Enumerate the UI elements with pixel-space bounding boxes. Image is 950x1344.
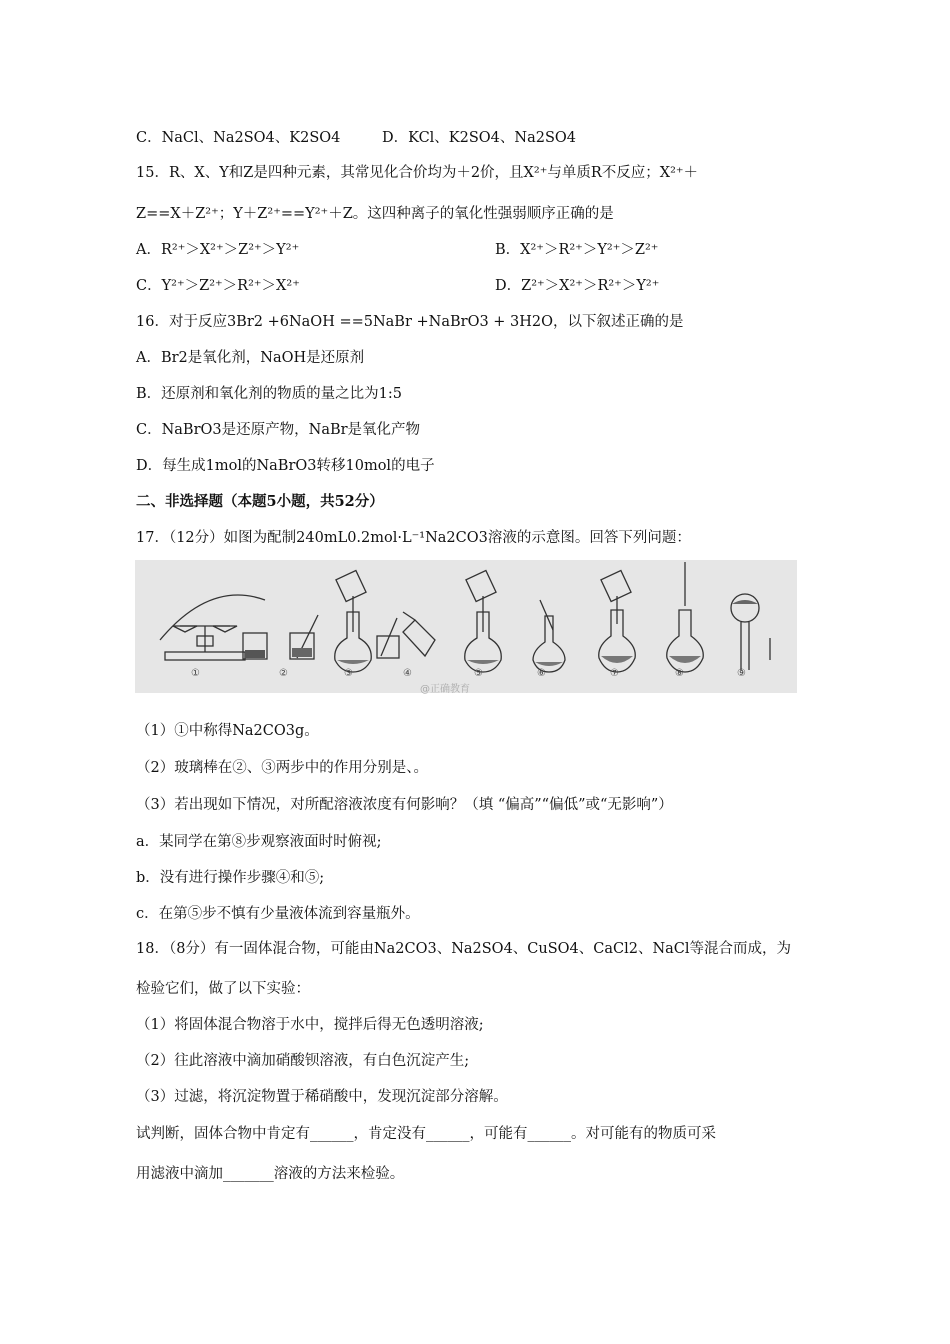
- q16-option-b: B．还原剂和氧化剂的物质的量之比为1:5: [136, 386, 402, 402]
- q18-step3: （3）过滤，将沉淀物置于稀硝酸中，发现沉淀部分溶解。: [136, 1089, 508, 1105]
- q17-part3: （3）若出现如下情况，对所配溶液浓度有何影响？（填 “偏高”“偏低”或“无影响”）: [136, 797, 673, 813]
- q17-part3b: b．没有进行操作步骤④和⑤;: [136, 870, 325, 886]
- q17-stem: 17．（12分）如图为配制240mL0.2mol·L⁻¹Na2CO3溶液的示意图。回答下列问题：: [136, 530, 691, 546]
- q14-option-c: C．NaCl、Na2SO4、K2SO4: [136, 130, 341, 146]
- solution-preparation-figure: [135, 560, 797, 693]
- q17-part3a: a．某同学在第⑧步观察液面时时俯视;: [136, 834, 382, 850]
- section-title: 二、非选择题（本题5小题，共52分）: [136, 493, 384, 510]
- q16-option-d: D．每生成1mol的NaBrO3转移10mol的电子: [136, 458, 435, 474]
- step-label-4: ④: [403, 668, 412, 679]
- transfer-flask-2-icon: [465, 570, 502, 672]
- transfer-flask-icon: [335, 570, 372, 672]
- q18-stem-line1: 18．（8分）有一固体混合物，可能由Na2CO3、Na2SO4、CuSO4、CaCl2、NaCl等混合而成，为: [136, 941, 792, 957]
- inverted-flask-icon: [731, 594, 770, 670]
- q18-conclusion-line2: 用滤液中滴加_______溶液的方法来检验。: [136, 1166, 405, 1182]
- q15-stem-line1: 15．R、X、Y和Z是四种元素，其常见化合价均为＋2价，且X²⁺与单质R不反应；X²⁺＋: [136, 165, 699, 181]
- flask-pour-icon: [599, 570, 636, 672]
- step-label-1: ①: [191, 668, 200, 679]
- q18-step2: （2）往此溶液中滴加硝酸钡溶液，有白色沉淀产生;: [136, 1053, 470, 1069]
- q18-conclusion-line1: 试判断，固体合物中肯定有______，肯定没有______，可能有______。对可能有的物质可采: [136, 1126, 716, 1142]
- q15-option-c: C．Y²⁺＞Z²⁺＞R²⁺＞X²⁺: [136, 278, 300, 294]
- step-label-7: ⑦: [610, 668, 619, 679]
- q18-step1: （1）将固体混合物溶于水中，搅拌后得无色透明溶液;: [136, 1017, 484, 1033]
- q17-part1: （1）①中称得Na2CO3g。: [136, 723, 319, 739]
- q15-stem-line2: Z==X＋Z²⁺；Y＋Z²⁺==Y²⁺＋Z。这四种离子的氧化性强弱顺序正确的是: [136, 206, 614, 222]
- figure-watermark: @正确教育: [420, 684, 470, 695]
- wash-bottle-icon: [377, 612, 435, 658]
- step-label-8: ⑧: [675, 668, 684, 679]
- beaker-stirring-icon: [290, 615, 318, 659]
- q14-option-d: D．KCl、K2SO4、Na2SO4: [382, 130, 577, 146]
- q16-option-a: A．Br2是氧化剂，NaOH是还原剂: [136, 350, 365, 366]
- q15-option-a: A．R²⁺＞X²⁺＞Z²⁺＞Y²⁺: [136, 242, 300, 258]
- q18-stem-line2: 检验它们，做了以下实验：: [136, 981, 310, 997]
- step-label-2: ②: [279, 668, 288, 679]
- q16-stem: 16．对于反应3Br2 +6NaOH ==5NaBr +NaBrO3 + 3H2O，以下叙述正确的是: [136, 314, 684, 330]
- flask-swirl-icon: [533, 600, 565, 672]
- q15-option-b: B．X²⁺＞R²⁺＞Y²⁺＞Z²⁺: [495, 242, 659, 258]
- step-label-9: ⑨: [737, 668, 746, 679]
- q17-part2: （2）玻璃棒在②、③两步中的作用分别是、。: [136, 760, 428, 776]
- step-label-3: ③: [344, 668, 353, 679]
- beaker-icon: [243, 633, 267, 659]
- step-label-5: ⑤: [474, 668, 483, 679]
- q16-option-c: C．NaBrO3是还原产物，NaBr是氧化产物: [136, 422, 421, 438]
- q15-option-d: D．Z²⁺＞X²⁺＞R²⁺＞Y²⁺: [495, 278, 660, 294]
- step-label-6: ⑥: [537, 668, 546, 679]
- dropper-flask-icon: [667, 562, 704, 672]
- q17-part3c: c．在第⑤步不慎有少量液体流到容量瓶外。: [136, 906, 420, 922]
